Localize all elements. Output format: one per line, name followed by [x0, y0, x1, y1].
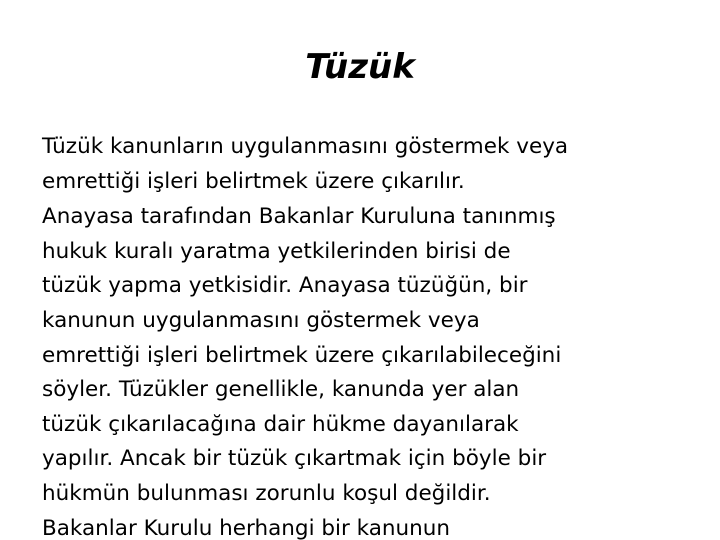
body-line: Anayasa tarafından Bakanlar Kuruluna tanınmış [42, 204, 556, 230]
body-line: tüzük çıkarılacağına dair hükme dayanılarak [42, 411, 519, 437]
body-line: hükmün bulunması zorunlu koşul değildir. [42, 480, 491, 506]
body-line: emrettiği işleri belirtmek üzere çıkarılabileceğini [42, 342, 562, 368]
body-line: Bakanlar Kurulu herhangi bir kanunun [42, 515, 451, 540]
body-line: emrettiği işleri belirtmek üzere çıkarılır. [42, 168, 465, 194]
body-line: kanunun uygulanmasını göstermek veya [42, 307, 480, 333]
body-line: hukuk kuralı yaratma yetkilerinden birisi de [42, 238, 511, 264]
body-line: tüzük yapma yetkisidir. Anayasa tüzüğün, bir [42, 273, 528, 299]
body-line: yapılır. Ancak bir tüzük çıkartmak için böyle bir [42, 446, 547, 472]
slide-body [42, 130, 702, 540]
body-line: söyler. Tüzükler genellikle, kanunda yer alan [42, 377, 520, 403]
body-line: Tüzük kanunların uygulanmasını göstermek veya [42, 134, 569, 159]
slide-title: Tüzük [305, 47, 415, 87]
